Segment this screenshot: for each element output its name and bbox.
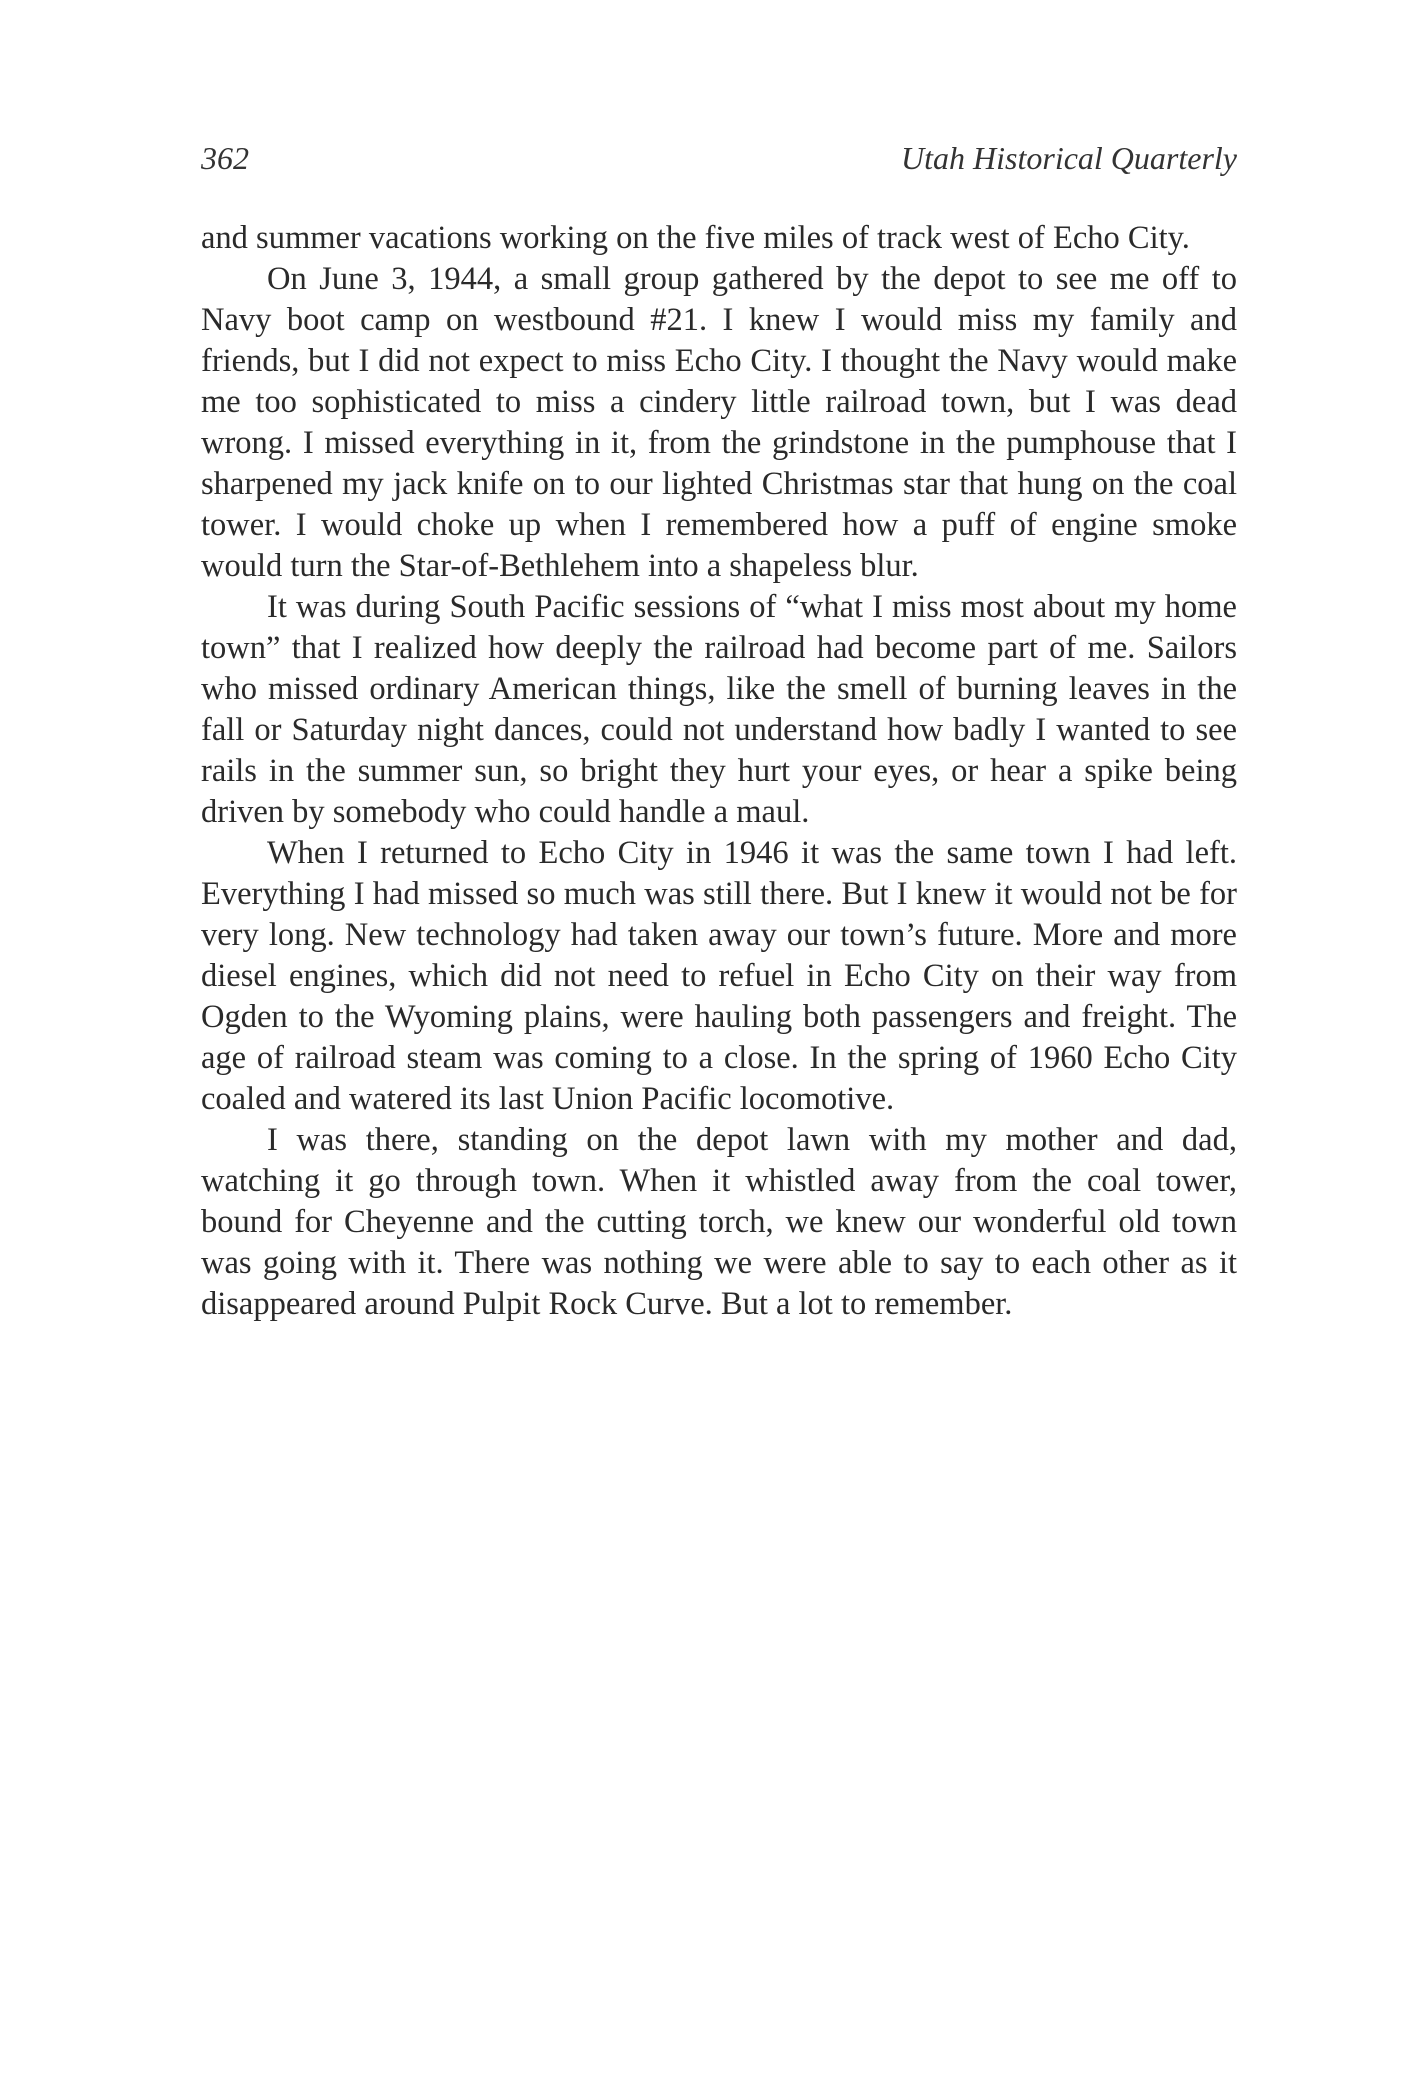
page-number: 362 xyxy=(201,140,249,176)
paragraph-continued: and summer vacations working on the five miles of track west of Echo City. xyxy=(201,220,1190,256)
paragraph-south-pacific: It was during South Pacific sessions of “what I miss most about my home town” that I realized how deeply the railroad had become part of me. Sailors who missed ordinary American things, like the smell of burning leaves in the fall or Saturday night dances, could not understand how badly I wanted to see rails in the summer sun, so bright they hurt your eyes, or hear a spike being driven by somebody who could handle a maul. xyxy=(201,589,1237,830)
paragraph-return-1946: When I returned to Echo City in 1946 it was the same town I had left. Everything I had missed so much was still there. But I knew it would not be for very long. New technology had taken away our town’s future. More and more diesel engines, which did not need to refuel in Echo City on their way from Ogden to the Wyoming plains, were hauling both passengers and freight. The age of railroad steam was coming to a close. In the spring of 1960 Echo City coaled and watered its last Union Pacific locomotive. xyxy=(201,835,1237,1117)
article-body xyxy=(201,218,1237,1325)
journal-title: Utah Historical Quarterly xyxy=(901,140,1237,176)
running-head xyxy=(201,140,1237,184)
paragraph-last-locomotive: I was there, standing on the depot lawn with my mother and dad, watching it go through town. When it whistled away from the coal tower, bound for Cheyenne and the cutting torch, we knew our wonderful old town was going with it. There was nothing we were able to say to each other as it disappeared around Pulpit Rock Curve. But a lot to remember. xyxy=(201,1122,1237,1322)
paragraph-navy-departure: On June 3, 1944, a small group gathered by the depot to see me off to Navy boot camp on westbound #21. I knew I would miss my family and friends, but I did not expect to miss Echo City. I thought the Navy would make me too sophisticated to miss a cindery little railroad town, but I was dead wrong. I missed everything in it, from the grindstone in the pumphouse that I sharpened my jack knife on to our lighted Christmas star that hung on the coal tower. I would choke up when I remembered how a puff of engine smoke would turn the Star-of-Bethlehem into a shapeless blur. xyxy=(201,261,1237,584)
